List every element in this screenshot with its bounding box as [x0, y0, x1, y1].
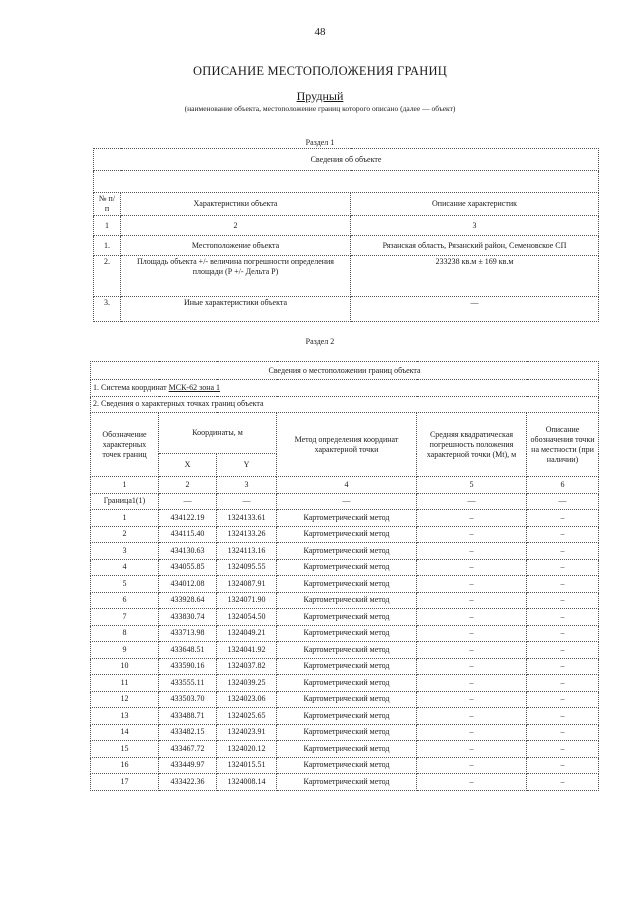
header-row: [91, 413, 599, 454]
point-id: 6: [91, 592, 159, 609]
point-x: 433590.16: [159, 658, 217, 675]
point-description: –: [527, 559, 599, 576]
point-accuracy: –: [417, 559, 527, 576]
header-characteristic: Характеристики объекта: [121, 193, 351, 216]
point-y: 1324039.25: [217, 675, 277, 692]
group-method: —: [277, 493, 417, 510]
point-method: Картометрический метод: [277, 642, 417, 659]
table-title-row: [91, 362, 599, 380]
group-description: —: [527, 493, 599, 510]
point-id: 1: [91, 510, 159, 527]
point-accuracy: –: [417, 741, 527, 758]
point-id: 8: [91, 625, 159, 642]
table-row: [91, 658, 599, 675]
point-id: 3: [91, 543, 159, 560]
point-y: 1324023.91: [217, 724, 277, 741]
point-x: 433449.97: [159, 757, 217, 774]
header-row: [94, 193, 599, 216]
point-y: 1324049.21: [217, 625, 277, 642]
point-description: –: [527, 774, 599, 791]
table-row: [91, 526, 599, 543]
group-accuracy: —: [417, 493, 527, 510]
point-description: –: [527, 510, 599, 527]
points-title-row: [91, 396, 599, 413]
point-method: Картометрический метод: [277, 675, 417, 692]
table-row: [94, 236, 599, 256]
table-row: [91, 592, 599, 609]
point-y: 1324015.51: [217, 757, 277, 774]
coord-system-row: [91, 380, 599, 397]
row-number: 2.: [94, 256, 121, 297]
point-description: –: [527, 543, 599, 560]
point-accuracy: –: [417, 510, 527, 527]
point-y: 1324054.50: [217, 609, 277, 626]
point-accuracy: –: [417, 592, 527, 609]
table-row: [91, 559, 599, 576]
point-description: –: [527, 658, 599, 675]
row-description: Рязанская область, Рязанский район, Семеновское СП: [351, 236, 599, 256]
group-y: —: [217, 493, 277, 510]
table-row: [91, 625, 599, 642]
point-id: 7: [91, 609, 159, 626]
header-x: X: [159, 454, 217, 477]
point-id: 12: [91, 691, 159, 708]
point-description: –: [527, 724, 599, 741]
point-method: Картометрический метод: [277, 543, 417, 560]
table-row: [91, 724, 599, 741]
point-x: 433422.36: [159, 774, 217, 791]
table-row: [91, 708, 599, 725]
point-method: Картометрический метод: [277, 757, 417, 774]
point-y: 1324133.26: [217, 526, 277, 543]
point-description: –: [527, 757, 599, 774]
point-x: 434012.08: [159, 576, 217, 593]
point-y: 1324025.65: [217, 708, 277, 725]
point-description: –: [527, 741, 599, 758]
header-num: № п/п: [94, 193, 121, 216]
point-method: Картометрический метод: [277, 724, 417, 741]
point-x: 434130.63: [159, 543, 217, 560]
point-x: 433467.72: [159, 741, 217, 758]
point-y: 1324113.16: [217, 543, 277, 560]
point-y: 1324020.12: [217, 741, 277, 758]
point-y: 1324023.06: [217, 691, 277, 708]
point-accuracy: –: [417, 658, 527, 675]
boundary-points-table: [90, 361, 599, 791]
point-id: 4: [91, 559, 159, 576]
point-method: Картометрический метод: [277, 576, 417, 593]
point-description: –: [527, 576, 599, 593]
point-method: Картометрический метод: [277, 526, 417, 543]
point-id: 2: [91, 526, 159, 543]
section2-label: Раздел 2: [305, 337, 335, 346]
point-x: 433928.64: [159, 592, 217, 609]
point-x: 433648.51: [159, 642, 217, 659]
point-y: 1324071.90: [217, 592, 277, 609]
header-description: Описание характеристик: [351, 193, 599, 216]
table-row: [94, 297, 599, 322]
point-x: 433713.98: [159, 625, 217, 642]
point-x: 433482.15: [159, 724, 217, 741]
point-x: 434055.85: [159, 559, 217, 576]
row-description: 233238 кв.м ± 169 кв.м: [351, 256, 599, 297]
point-method: Картометрический метод: [277, 658, 417, 675]
point-id: 13: [91, 708, 159, 725]
point-method: Картометрический метод: [277, 741, 417, 758]
spacer-cell: [94, 171, 599, 193]
row-description: —: [351, 297, 599, 322]
table-row: [91, 576, 599, 593]
group-x: —: [159, 493, 217, 510]
point-accuracy: –: [417, 724, 527, 741]
table-row: [91, 675, 599, 692]
section1-label: Раздел 1: [305, 138, 335, 147]
point-y: 1324037.82: [217, 658, 277, 675]
row-number: 1.: [94, 236, 121, 256]
point-id: 10: [91, 658, 159, 675]
section1-table-title: Сведения об объекте: [94, 149, 599, 171]
table-row: [91, 609, 599, 626]
header-coords: Координаты, м: [159, 413, 277, 454]
point-description: –: [527, 609, 599, 626]
point-description: –: [527, 708, 599, 725]
header-numbers-row: [94, 216, 599, 236]
object-note: (наименование объекта, местоположение границ которого описано (далее — объект): [184, 104, 456, 113]
point-id: 5: [91, 576, 159, 593]
header-method: Метод определения координат характерной точки: [277, 413, 417, 477]
point-description: –: [527, 691, 599, 708]
point-id: 17: [91, 774, 159, 791]
point-method: Картометрический метод: [277, 609, 417, 626]
group-name: Граница1(1): [91, 493, 159, 510]
point-method: Картометрический метод: [277, 510, 417, 527]
point-accuracy: –: [417, 543, 527, 560]
page-number: 48: [314, 26, 326, 38]
header-y: Y: [217, 454, 277, 477]
table-row: [91, 757, 599, 774]
table-row: [94, 256, 599, 297]
point-id: 11: [91, 675, 159, 692]
point-y: 1324087.91: [217, 576, 277, 593]
point-description: –: [527, 675, 599, 692]
header-number-cell: 3: [217, 477, 277, 494]
section2-table-title: Сведения о местоположении границ объекта: [91, 362, 599, 380]
point-description: –: [527, 625, 599, 642]
group-row: [91, 493, 599, 510]
point-accuracy: –: [417, 625, 527, 642]
point-accuracy: –: [417, 691, 527, 708]
point-y: 1324133.61: [217, 510, 277, 527]
point-x: 433555.11: [159, 675, 217, 692]
table-row: [91, 741, 599, 758]
coord-system: [91, 380, 599, 397]
point-y: 1324095.55: [217, 559, 277, 576]
table-row: [91, 642, 599, 659]
point-accuracy: –: [417, 774, 527, 791]
header-numbers-row: [91, 477, 599, 494]
point-method: Картометрический метод: [277, 691, 417, 708]
point-y: 1324008.14: [217, 774, 277, 791]
points-body: [91, 510, 599, 791]
table-row: [91, 691, 599, 708]
point-x: 433488.71: [159, 708, 217, 725]
point-description: –: [527, 592, 599, 609]
point-accuracy: –: [417, 609, 527, 626]
object-info-table: [93, 148, 599, 322]
points-title: 2. Сведения о характерных точках границ объекта: [91, 396, 599, 413]
object-name-text: Прудный: [296, 89, 344, 103]
object-name: [0, 89, 640, 104]
point-accuracy: –: [417, 526, 527, 543]
coord-system-name: МСК-62 зона 1: [168, 382, 221, 392]
point-accuracy: –: [417, 757, 527, 774]
header-number-cell: 5: [417, 477, 527, 494]
point-x: 434115.40: [159, 526, 217, 543]
header-number-cell: 2: [159, 477, 217, 494]
header-number-cell: 6: [527, 477, 599, 494]
point-accuracy: –: [417, 708, 527, 725]
point-method: Картометрический метод: [277, 625, 417, 642]
point-y: 1324041.92: [217, 642, 277, 659]
coord-system-prefix: 1. Система координат: [93, 382, 169, 392]
table-row: [91, 510, 599, 527]
table-row: [91, 543, 599, 560]
point-description: –: [527, 642, 599, 659]
point-method: Картометрический метод: [277, 774, 417, 791]
row-characteristic: Площадь объекта +/- величина погрешности определения площади (Р +/- Дельта Р): [121, 256, 351, 297]
header-point: Обозначение характерных точек границ: [91, 413, 159, 477]
spacer-row: [94, 171, 599, 193]
point-x: 433503.70: [159, 691, 217, 708]
point-x: 434122.19: [159, 510, 217, 527]
header-description: Описание обозначения точки на местности (при наличии): [527, 413, 599, 477]
table-title-row: [94, 149, 599, 171]
point-id: 14: [91, 724, 159, 741]
header-accuracy: Средняя квадратическая погрешность положения характерной точки (Mt), м: [417, 413, 527, 477]
point-accuracy: –: [417, 675, 527, 692]
row-number: 3.: [94, 297, 121, 322]
header-number-cell: 4: [277, 477, 417, 494]
point-accuracy: –: [417, 576, 527, 593]
table-row: [91, 774, 599, 791]
point-id: 9: [91, 642, 159, 659]
point-id: 16: [91, 757, 159, 774]
row-characteristic: Местоположение объекта: [121, 236, 351, 256]
point-x: 433830.74: [159, 609, 217, 626]
point-method: Картометрический метод: [277, 559, 417, 576]
point-id: 15: [91, 741, 159, 758]
header-number-cell: 2: [121, 216, 351, 236]
point-description: –: [527, 526, 599, 543]
header-number-cell: 3: [351, 216, 599, 236]
header-number-cell: 1: [91, 477, 159, 494]
point-method: Картометрический метод: [277, 592, 417, 609]
point-accuracy: –: [417, 642, 527, 659]
header-number-cell: 1: [94, 216, 121, 236]
point-method: Картометрический метод: [277, 708, 417, 725]
page-title: ОПИСАНИЕ МЕСТОПОЛОЖЕНИЯ ГРАНИЦ: [193, 64, 447, 78]
row-characteristic: Иные характеристики объекта: [121, 297, 351, 322]
